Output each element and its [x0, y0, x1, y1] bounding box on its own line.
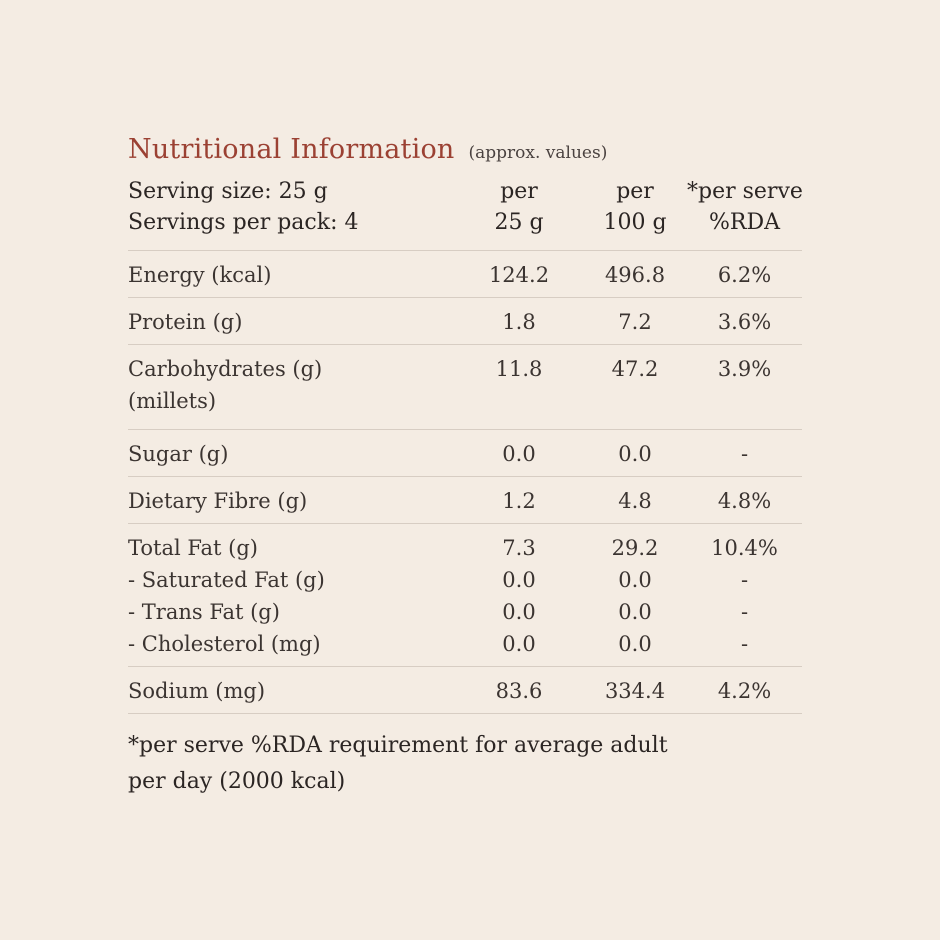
page-title: Nutritional Information [128, 134, 455, 165]
row-label: Protein (g) [128, 310, 243, 334]
table-row-sugar [128, 430, 802, 477]
value-per-100g: 0.0 [618, 632, 652, 656]
value-per-25g: 0.0 [502, 568, 536, 592]
row-label: Sugar (g) [128, 442, 229, 466]
row-label-sub: (millets) [128, 389, 217, 413]
value-per-25g: 0.0 [502, 600, 536, 624]
fat-values-per-100g [583, 532, 687, 660]
row-label [128, 353, 473, 417]
serving-size: Serving size: 25 g [128, 179, 328, 204]
column-header-per-25g [473, 176, 583, 238]
fat-labels [128, 532, 473, 660]
value-per-100g: 0.0 [618, 442, 652, 466]
table-row-sodium [128, 667, 802, 714]
page-subtitle: (approx. values) [468, 143, 608, 163]
value-rda: - [740, 632, 749, 656]
value-rda: 10.4% [711, 536, 778, 560]
table-row-carbohydrates [128, 345, 802, 430]
nutrition-panel [128, 134, 802, 800]
value-rda: - [740, 442, 749, 466]
value-per-25g: 0.0 [502, 632, 536, 656]
value-rda: 4.2% [717, 679, 772, 703]
value-rda: - [740, 600, 749, 624]
value-rda: 6.2% [717, 263, 772, 287]
value-per-100g: 47.2 [611, 357, 659, 381]
value-rda: 3.6% [717, 310, 772, 334]
value-per-25g: 1.8 [502, 310, 536, 334]
value-per-25g: 7.3 [502, 536, 536, 560]
row-label: Total Fat (g) [128, 536, 258, 560]
value-per-25g: 83.6 [495, 679, 543, 703]
fat-values-per-25g [473, 532, 583, 660]
table-row-total-fat [128, 524, 802, 667]
column-header-line: %RDA [709, 210, 780, 235]
value-per-25g: 0.0 [502, 442, 536, 466]
value-per-25g: 11.8 [495, 357, 543, 381]
value-rda: 3.9% [717, 357, 772, 381]
value-per-100g: 4.8 [618, 489, 652, 513]
value-per-100g: 0.0 [618, 568, 652, 592]
value-per-100g: 496.8 [604, 263, 666, 287]
row-label: Dietary Fibre (g) [128, 489, 308, 513]
value-per-25g: 124.2 [488, 263, 550, 287]
column-header-line: per [500, 179, 538, 204]
column-header-rda [687, 176, 802, 238]
row-label-cholesterol: - Cholesterol (mg) [128, 632, 321, 656]
footnote [128, 728, 768, 800]
servings-per-pack: Servings per pack: 4 [128, 210, 359, 235]
footnote-line: per day (2000 kcal) [128, 769, 346, 794]
value-per-100g: 0.0 [618, 600, 652, 624]
value-per-25g: 1.2 [502, 489, 536, 513]
row-label-trans-fat: - Trans Fat (g) [128, 600, 280, 624]
title-row [128, 134, 802, 176]
row-label-saturated-fat: - Saturated Fat (g) [128, 568, 325, 592]
column-header-per-100g [583, 176, 687, 238]
value-per-100g: 334.4 [604, 679, 666, 703]
fat-values-rda [687, 532, 802, 660]
row-label: Energy (kcal) [128, 263, 272, 287]
value-per-100g: 29.2 [611, 536, 659, 560]
table-row-protein [128, 298, 802, 345]
row-label: Sodium (mg) [128, 679, 266, 703]
column-header-line: 100 g [603, 210, 667, 235]
column-header-line: 25 g [494, 210, 544, 235]
serving-info [128, 176, 473, 238]
column-header-line: *per serve [687, 179, 803, 204]
value-rda: 4.8% [717, 489, 772, 513]
value-per-100g: 7.2 [618, 310, 652, 334]
column-header-line: per [616, 179, 654, 204]
table-row-dietary-fibre [128, 477, 802, 524]
table-row-energy [128, 251, 802, 298]
row-label-main: Carbohydrates (g) [128, 357, 323, 381]
value-rda: - [740, 568, 749, 592]
footnote-line: *per serve %RDA requirement for average adult [128, 733, 668, 758]
table-header [128, 176, 802, 251]
